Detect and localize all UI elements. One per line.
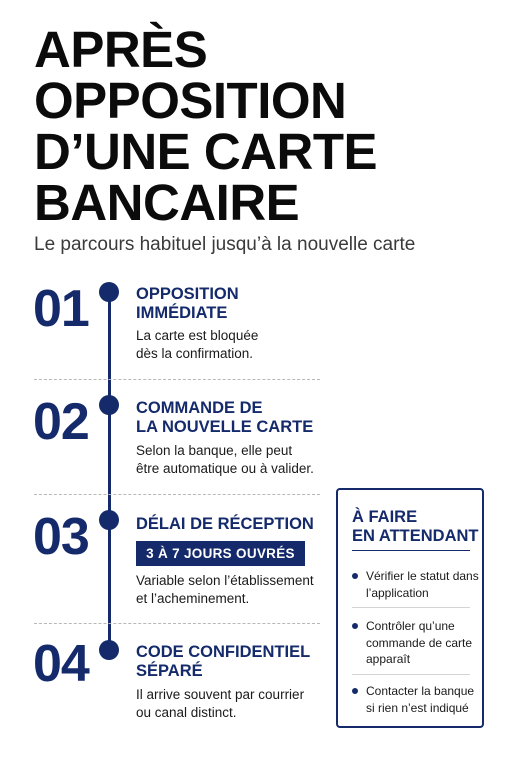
todo-item-text xyxy=(366,568,479,601)
step-divider xyxy=(34,379,320,380)
todo-item-line: commande de carte xyxy=(366,635,473,650)
step-divider xyxy=(34,494,320,495)
title-line: BANCAIRE xyxy=(34,174,300,231)
step-desc-line: dès la confirmation. xyxy=(136,346,254,361)
step-title-line: SÉPARÉ xyxy=(136,662,203,680)
todo-item-divider xyxy=(352,674,470,675)
step-number: 02 xyxy=(33,393,89,451)
step-title-line: DÉLAI DE RÉCEPTION xyxy=(136,515,314,533)
title-line: D’UNE CARTE xyxy=(34,123,378,180)
todo-item-text xyxy=(366,618,472,668)
todo-title-line: EN ATTENDANT xyxy=(352,527,479,545)
todo-item-line: l’application xyxy=(366,585,429,600)
step-number: 01 xyxy=(33,280,89,338)
timeline-dot-icon xyxy=(99,282,119,302)
todo-panel xyxy=(336,488,484,728)
step-desc-line: Selon la banque, elle peut xyxy=(136,443,293,458)
step-title-line: LA NOUVELLE CARTE xyxy=(136,418,314,436)
todo-item-line: apparaît xyxy=(366,652,411,666)
step-description xyxy=(136,572,314,608)
step-description xyxy=(136,327,258,363)
step-title-line: OPPOSITION xyxy=(136,285,239,303)
step-title xyxy=(136,515,314,534)
todo-panel-title xyxy=(352,508,479,546)
step-description xyxy=(136,686,304,722)
step-divider xyxy=(34,623,320,624)
todo-item-text xyxy=(366,683,474,716)
todo-title-line: À FAIRE xyxy=(352,508,418,526)
step-desc-line: Variable selon l’établissement xyxy=(136,573,314,588)
step-title xyxy=(136,643,310,681)
todo-item-line: Contrôler qu’une xyxy=(366,619,455,633)
todo-item-line: si rien n’est indiqué xyxy=(366,700,469,715)
title-line: OPPOSITION xyxy=(34,72,347,129)
timeline-line xyxy=(108,290,111,650)
step-desc-line: ou canal distinct. xyxy=(136,705,237,720)
todo-item-line: Contacter la banque xyxy=(366,684,475,698)
timeline-dot-icon xyxy=(99,640,119,660)
todo-item-divider xyxy=(352,607,470,608)
todo-item-line: Vérifier le statut dans xyxy=(366,569,479,583)
step-title xyxy=(136,399,313,437)
step-desc-line: et l’acheminement. xyxy=(136,591,250,606)
timeline-dot-icon xyxy=(99,395,119,415)
page-subtitle: Le parcours habituel jusqu’à la nouvelle carte xyxy=(34,234,416,255)
step-title xyxy=(136,285,239,323)
step-number: 04 xyxy=(33,635,89,693)
step-desc-line: être automatique ou à valider. xyxy=(136,461,314,476)
step-title-line: IMMÉDIATE xyxy=(136,304,228,322)
delay-badge: 3 À 7 JOURS OUVRÉS xyxy=(136,541,305,566)
timeline-dot-icon xyxy=(99,510,119,530)
title-line: APRÈS xyxy=(34,21,208,78)
step-number: 03 xyxy=(33,508,89,566)
bullet-icon xyxy=(352,688,358,694)
page-title xyxy=(34,21,504,231)
step-title-line: COMMANDE DE xyxy=(136,399,263,417)
step-description xyxy=(136,442,314,478)
step-desc-line: La carte est bloquée xyxy=(136,328,259,343)
step-title-line: CODE CONFIDENTIEL xyxy=(136,643,311,661)
step-desc-line: Il arrive souvent par courrier xyxy=(136,687,305,702)
bullet-icon xyxy=(352,573,358,579)
todo-title-rule xyxy=(352,550,470,551)
bullet-icon xyxy=(352,623,358,629)
